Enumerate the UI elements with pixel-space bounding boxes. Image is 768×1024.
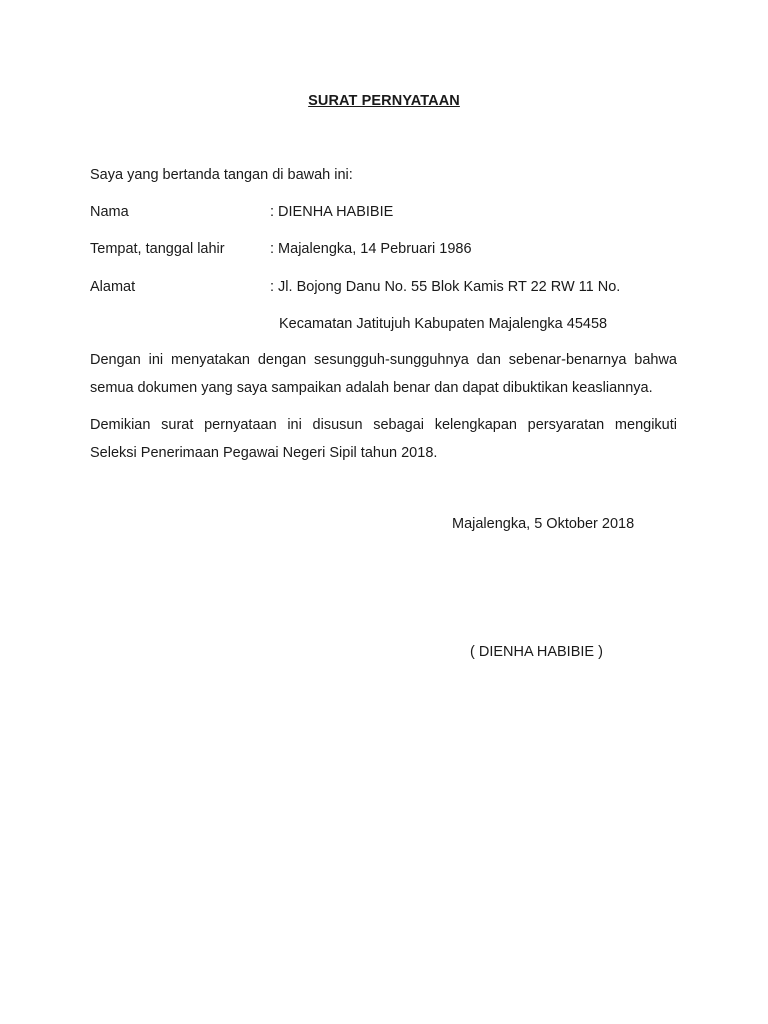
place-date: Majalengka, 5 Oktober 2018: [452, 516, 635, 532]
alamat-label: Alamat: [90, 279, 136, 295]
paragraph-statement-line2: semua dokumen yang saya sampaikan adalah benar dan dapat dibuktikan keasliannya.: [90, 380, 653, 396]
alamat-value-line2: Kecamatan Jatitujuh Kabupaten Majalengka 45458: [279, 316, 608, 332]
alamat-value-line1: : Jl. Bojong Danu No. 55 Blok Kamis RT 22 RW 11 No.: [270, 279, 621, 295]
signer-name: ( DIENHA HABIBIE ): [470, 644, 603, 660]
nama-label: Nama: [90, 204, 129, 220]
nama-value: : DIENHA HABIBIE: [270, 204, 394, 220]
ttl-value: : Majalengka, 14 Pebruari 1986: [270, 241, 472, 257]
paragraph-closing-line1: Demikian surat pernyataan ini disusun sebagai kelengkapan persyaratan mengikuti: [90, 417, 677, 433]
paragraph-closing: [90, 411, 677, 467]
paragraph-statement-line1: Dengan ini menyatakan dengan sesungguh-sungguhnya dan sebenar-benarnya bahwa: [90, 352, 677, 368]
document-title: SURAT PERNYATAAN: [308, 93, 460, 109]
paragraph-closing-line2: Seleksi Penerimaan Pegawai Negeri Sipil tahun 2018.: [90, 445, 438, 461]
ttl-label: Tempat, tanggal lahir: [90, 241, 225, 257]
paragraph-statement: [90, 346, 677, 402]
intro-text: Saya yang bertanda tangan di bawah ini:: [90, 167, 353, 183]
